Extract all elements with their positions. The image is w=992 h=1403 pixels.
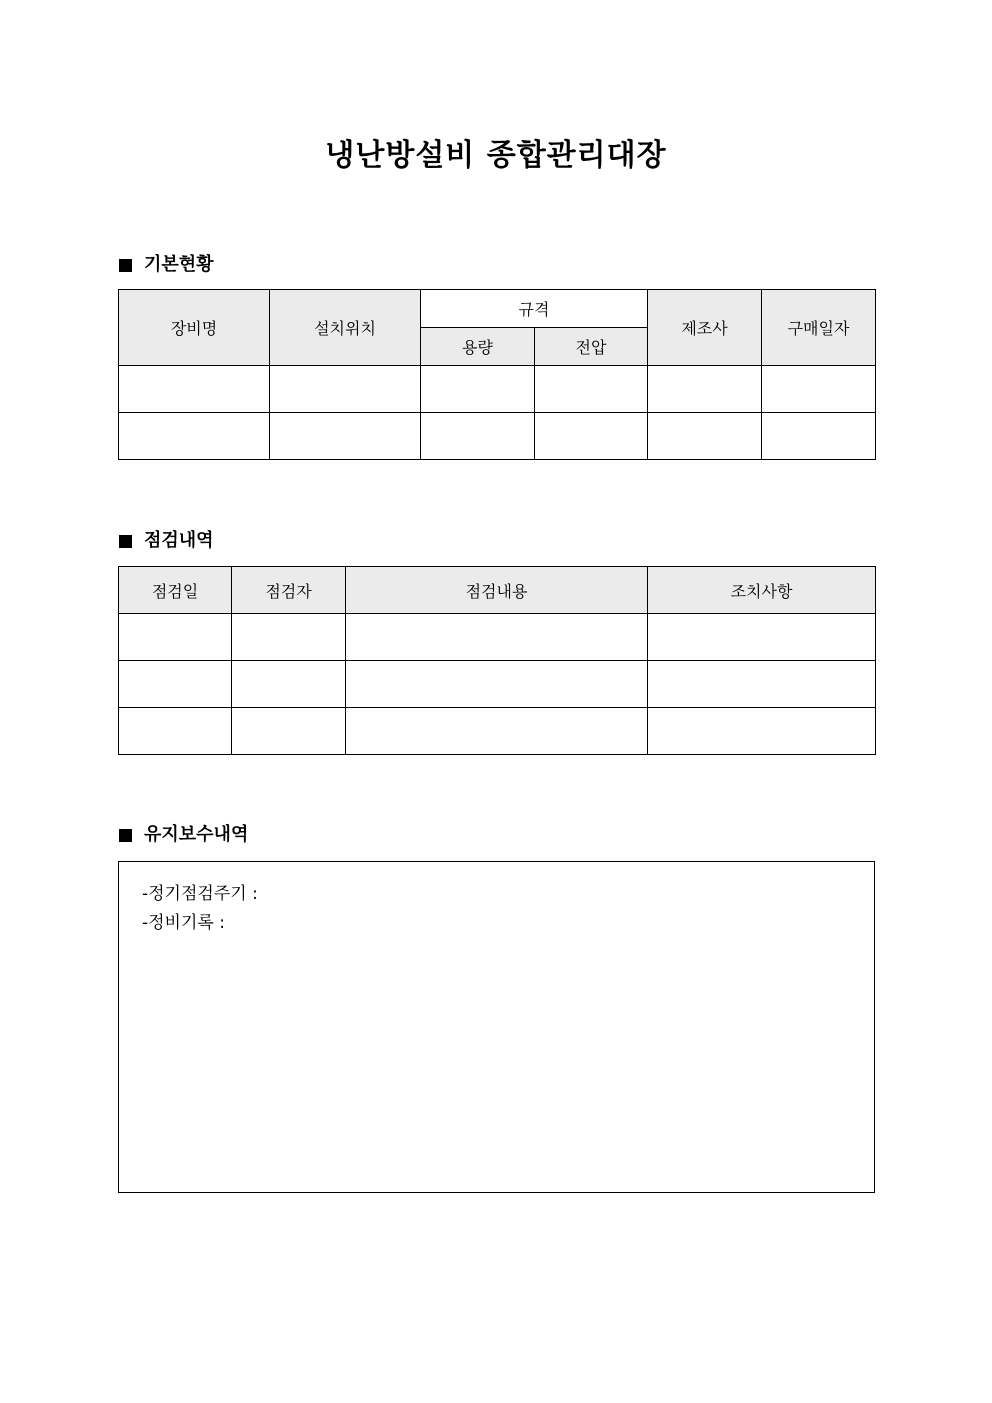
table-row xyxy=(119,661,876,708)
table-row xyxy=(119,366,876,413)
table-cell[interactable] xyxy=(648,661,876,708)
table-cell[interactable] xyxy=(762,413,876,460)
table-cell[interactable] xyxy=(119,661,232,708)
header-capacity: 용량 xyxy=(421,328,535,366)
maintenance-box[interactable] xyxy=(118,861,875,1193)
table-cell[interactable] xyxy=(535,413,648,460)
table-cell[interactable] xyxy=(421,413,535,460)
table-cell[interactable] xyxy=(232,614,346,661)
table-cell[interactable] xyxy=(762,366,876,413)
table-row xyxy=(119,708,876,755)
table-cell[interactable] xyxy=(270,366,421,413)
header-purchase-date: 구매일자 xyxy=(762,290,876,366)
table-row xyxy=(119,614,876,661)
table-cell[interactable] xyxy=(346,614,648,661)
header-manufacturer: 제조사 xyxy=(648,290,762,366)
square-bullet-icon xyxy=(119,829,132,842)
table-cell[interactable] xyxy=(535,366,648,413)
header-install-location: 설치위치 xyxy=(270,290,421,366)
inspection-cycle-line: -정기점검주기 : xyxy=(142,884,258,904)
table-cell[interactable] xyxy=(648,366,762,413)
table-cell[interactable] xyxy=(346,661,648,708)
inspection-heading-label: 점검내역 xyxy=(144,530,214,551)
maintenance-heading-label: 유지보수내역 xyxy=(144,824,249,845)
table-cell[interactable] xyxy=(648,413,762,460)
table-cell[interactable] xyxy=(648,708,876,755)
header-equipment-name: 장비명 xyxy=(119,290,270,366)
page-title: 냉난방설비 종합관리대장 xyxy=(325,138,667,173)
header-inspection-date: 점검일 xyxy=(119,567,232,614)
table-cell[interactable] xyxy=(119,366,270,413)
square-bullet-icon xyxy=(119,259,132,272)
header-inspection-content: 점검내용 xyxy=(346,567,648,614)
header-voltage: 전압 xyxy=(535,328,648,366)
table-cell[interactable] xyxy=(232,661,346,708)
table-cell[interactable] xyxy=(119,708,232,755)
header-inspector: 점검자 xyxy=(232,567,346,614)
table-cell[interactable] xyxy=(421,366,535,413)
table-cell[interactable] xyxy=(232,708,346,755)
inspection-table xyxy=(118,566,876,755)
header-action-taken: 조치사항 xyxy=(648,567,876,614)
table-cell[interactable] xyxy=(648,614,876,661)
table-cell[interactable] xyxy=(119,614,232,661)
square-bullet-icon xyxy=(119,535,132,548)
basic-status-table xyxy=(118,289,876,460)
maintenance-heading xyxy=(119,823,248,847)
table-row xyxy=(119,413,876,460)
basic-status-heading xyxy=(119,253,214,277)
basic-status-heading-label: 기본현황 xyxy=(144,254,214,275)
header-spec: 규격 xyxy=(421,290,648,328)
inspection-heading xyxy=(119,529,214,553)
table-cell[interactable] xyxy=(119,413,270,460)
table-cell[interactable] xyxy=(270,413,421,460)
table-cell[interactable] xyxy=(346,708,648,755)
maintenance-record-line: -정비기록 : xyxy=(142,913,225,933)
